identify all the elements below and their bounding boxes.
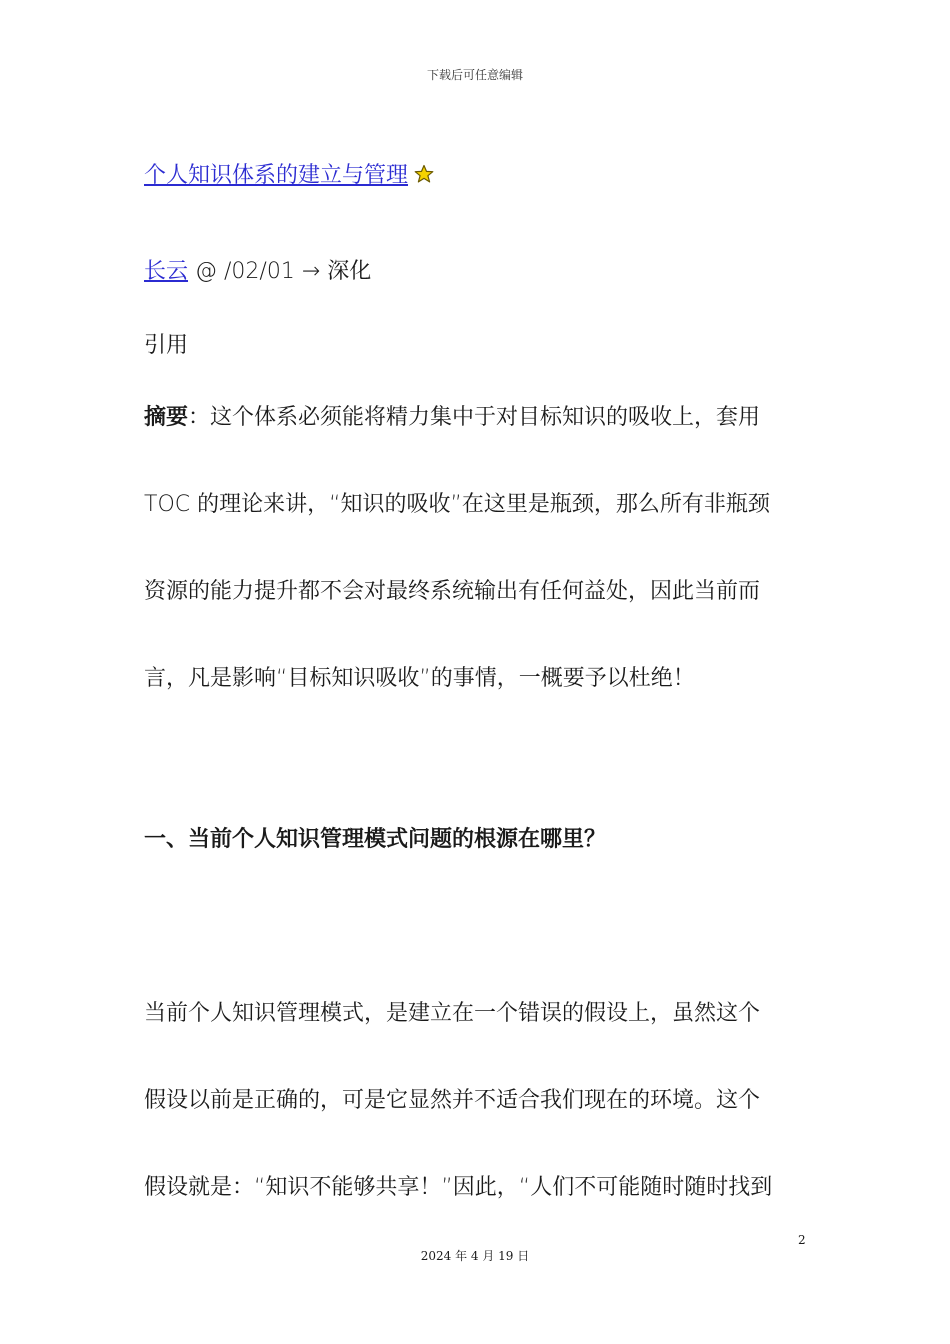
quote-label: 引用 — [144, 333, 189, 358]
article-title-link[interactable]: 个人知识体系的建立与管理 — [144, 163, 409, 188]
star-icon — [414, 164, 434, 190]
footer-date: 2024 年 4 月 19 日 — [420, 1249, 530, 1263]
body-line-2: 假设以前是正确的，可是它显然并不适合我们现在的环境。这个 — [144, 1088, 761, 1113]
byline-meta: @ /02/01 → 深化 — [188, 259, 372, 284]
summary-line-2: TOC 的理论来讲，“知识的吸收”在这里是瓶颈，那么所有非瓶颈 — [144, 492, 770, 517]
summary-label: 摘要 — [144, 405, 189, 430]
body-line-3: 假设就是：“知识不能够共享！”因此，“人们不可能随时随时找到 — [144, 1175, 773, 1200]
summary-line-4: 言，凡是影响“目标知识吸收”的事情，一概要予以杜绝！ — [144, 666, 695, 691]
section-heading: 一、当前个人知识管理模式问题的根源在哪里？ — [144, 827, 607, 852]
page-number: 2 — [798, 1233, 806, 1247]
summary-line-3: 资源的能力提升都不会对最终系统输出有任何益处，因此当前而 — [144, 579, 761, 604]
byline — [144, 254, 371, 285]
summary-text: ：这个体系必须能将精力集中于对目标知识的吸收上，套用 — [188, 405, 761, 430]
article-title — [144, 158, 434, 190]
body-line-1: 当前个人知识管理模式，是建立在一个错误的假设上，虽然这个 — [144, 1001, 761, 1026]
summary-line-1 — [144, 400, 760, 431]
page-header-note: 下载后可任意编辑 — [426, 68, 523, 82]
author-link[interactable]: 长云 — [144, 259, 189, 284]
